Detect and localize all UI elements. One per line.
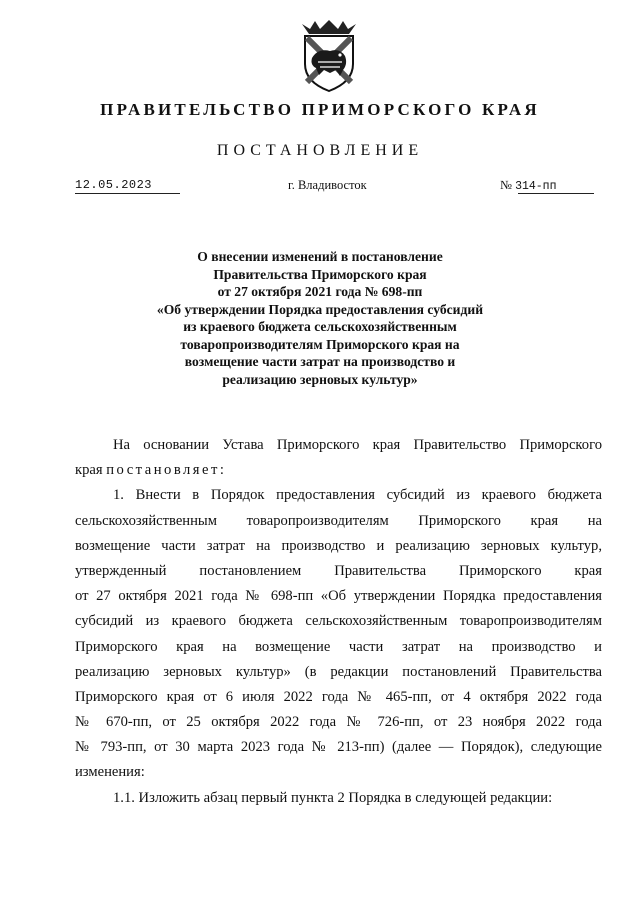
resolves-word: постановляет: (106, 462, 227, 479)
paragraph-line: от 27 октября 2021 года № 698-пп «Об утверждении Порядка предоставления (75, 588, 602, 605)
document-city: г. Владивосток (288, 178, 367, 192)
number-value: 314-пп (515, 180, 557, 193)
number-underline (518, 193, 594, 194)
intro-line (75, 458, 602, 483)
paragraph-line: утвержденный постановлением Правительства Приморского края (75, 562, 602, 579)
document-heading (110, 248, 530, 388)
heading-line: «Об утверждении Порядка предоставления субсидий (156, 301, 484, 317)
heading-line: О внесении изменений в постановление (197, 249, 443, 264)
heading-line: возмещение части затрат на производство и (184, 354, 456, 369)
paragraph-line: сельскохозяйственным товаропроизводителям Приморского края на (75, 512, 602, 529)
document-meta-row (0, 178, 640, 198)
coat-of-arms-emblem (296, 18, 362, 94)
intro-line: На основании Устава Приморского края Правительство Приморского (113, 437, 602, 453)
paragraph-line: № 793-пп, от 30 марта 2023 года № 213-пп) (далее — Порядок), следующие (75, 739, 602, 756)
heading-line: реализацию зерновых культур» (222, 371, 418, 387)
paragraph-line: субсидий из краевого бюджета сельскохозяйственным товаропроизводителям (75, 613, 602, 630)
document-body (75, 433, 602, 811)
heading-line: из краевого бюджета сельскохозяйственным (183, 319, 457, 334)
paragraph-line: изменения: (75, 764, 145, 781)
date-underline (75, 193, 180, 194)
heading-line: Правительства Приморского края (213, 266, 427, 282)
paragraph-line: реализацию зерновых культур» (в редакции постановлений Правительства (75, 663, 602, 680)
document-number (500, 178, 556, 193)
paragraph-line: Приморского края от 6 июля 2022 года № 465-пп, от 4 октября 2022 года (75, 688, 602, 705)
heading-line: товаропроизводителям Приморского края на (180, 336, 460, 352)
paragraph-line: Приморского края на возмещение части затрат на производство и (75, 638, 602, 655)
paragraph-line: 1. Внести в Порядок предоставления субсидий из краевого бюджета (113, 487, 602, 504)
government-name: ПРАВИТЕЛЬСТВО ПРИМОРСКОГО КРАЯ (100, 100, 540, 119)
intro-prefix: края (75, 462, 107, 479)
number-prefix: № (500, 178, 512, 192)
heading-line: от 27 октября 2021 года № 698-пп (217, 284, 423, 299)
paragraph-line: № 670-пп, от 25 октября 2022 года № 726-пп, от 23 ноября 2022 года (75, 714, 602, 731)
document-type: ПОСТАНОВЛЕНИЕ (216, 142, 424, 159)
document-date: 12.05.2023 (75, 178, 153, 192)
paragraph-line: 1.1. Изложить абзац первый пункта 2 Порядка в следующей редакции: (113, 789, 553, 806)
paragraph-line: возмещение части затрат на производство и реализацию зерновых культур, (75, 537, 602, 554)
